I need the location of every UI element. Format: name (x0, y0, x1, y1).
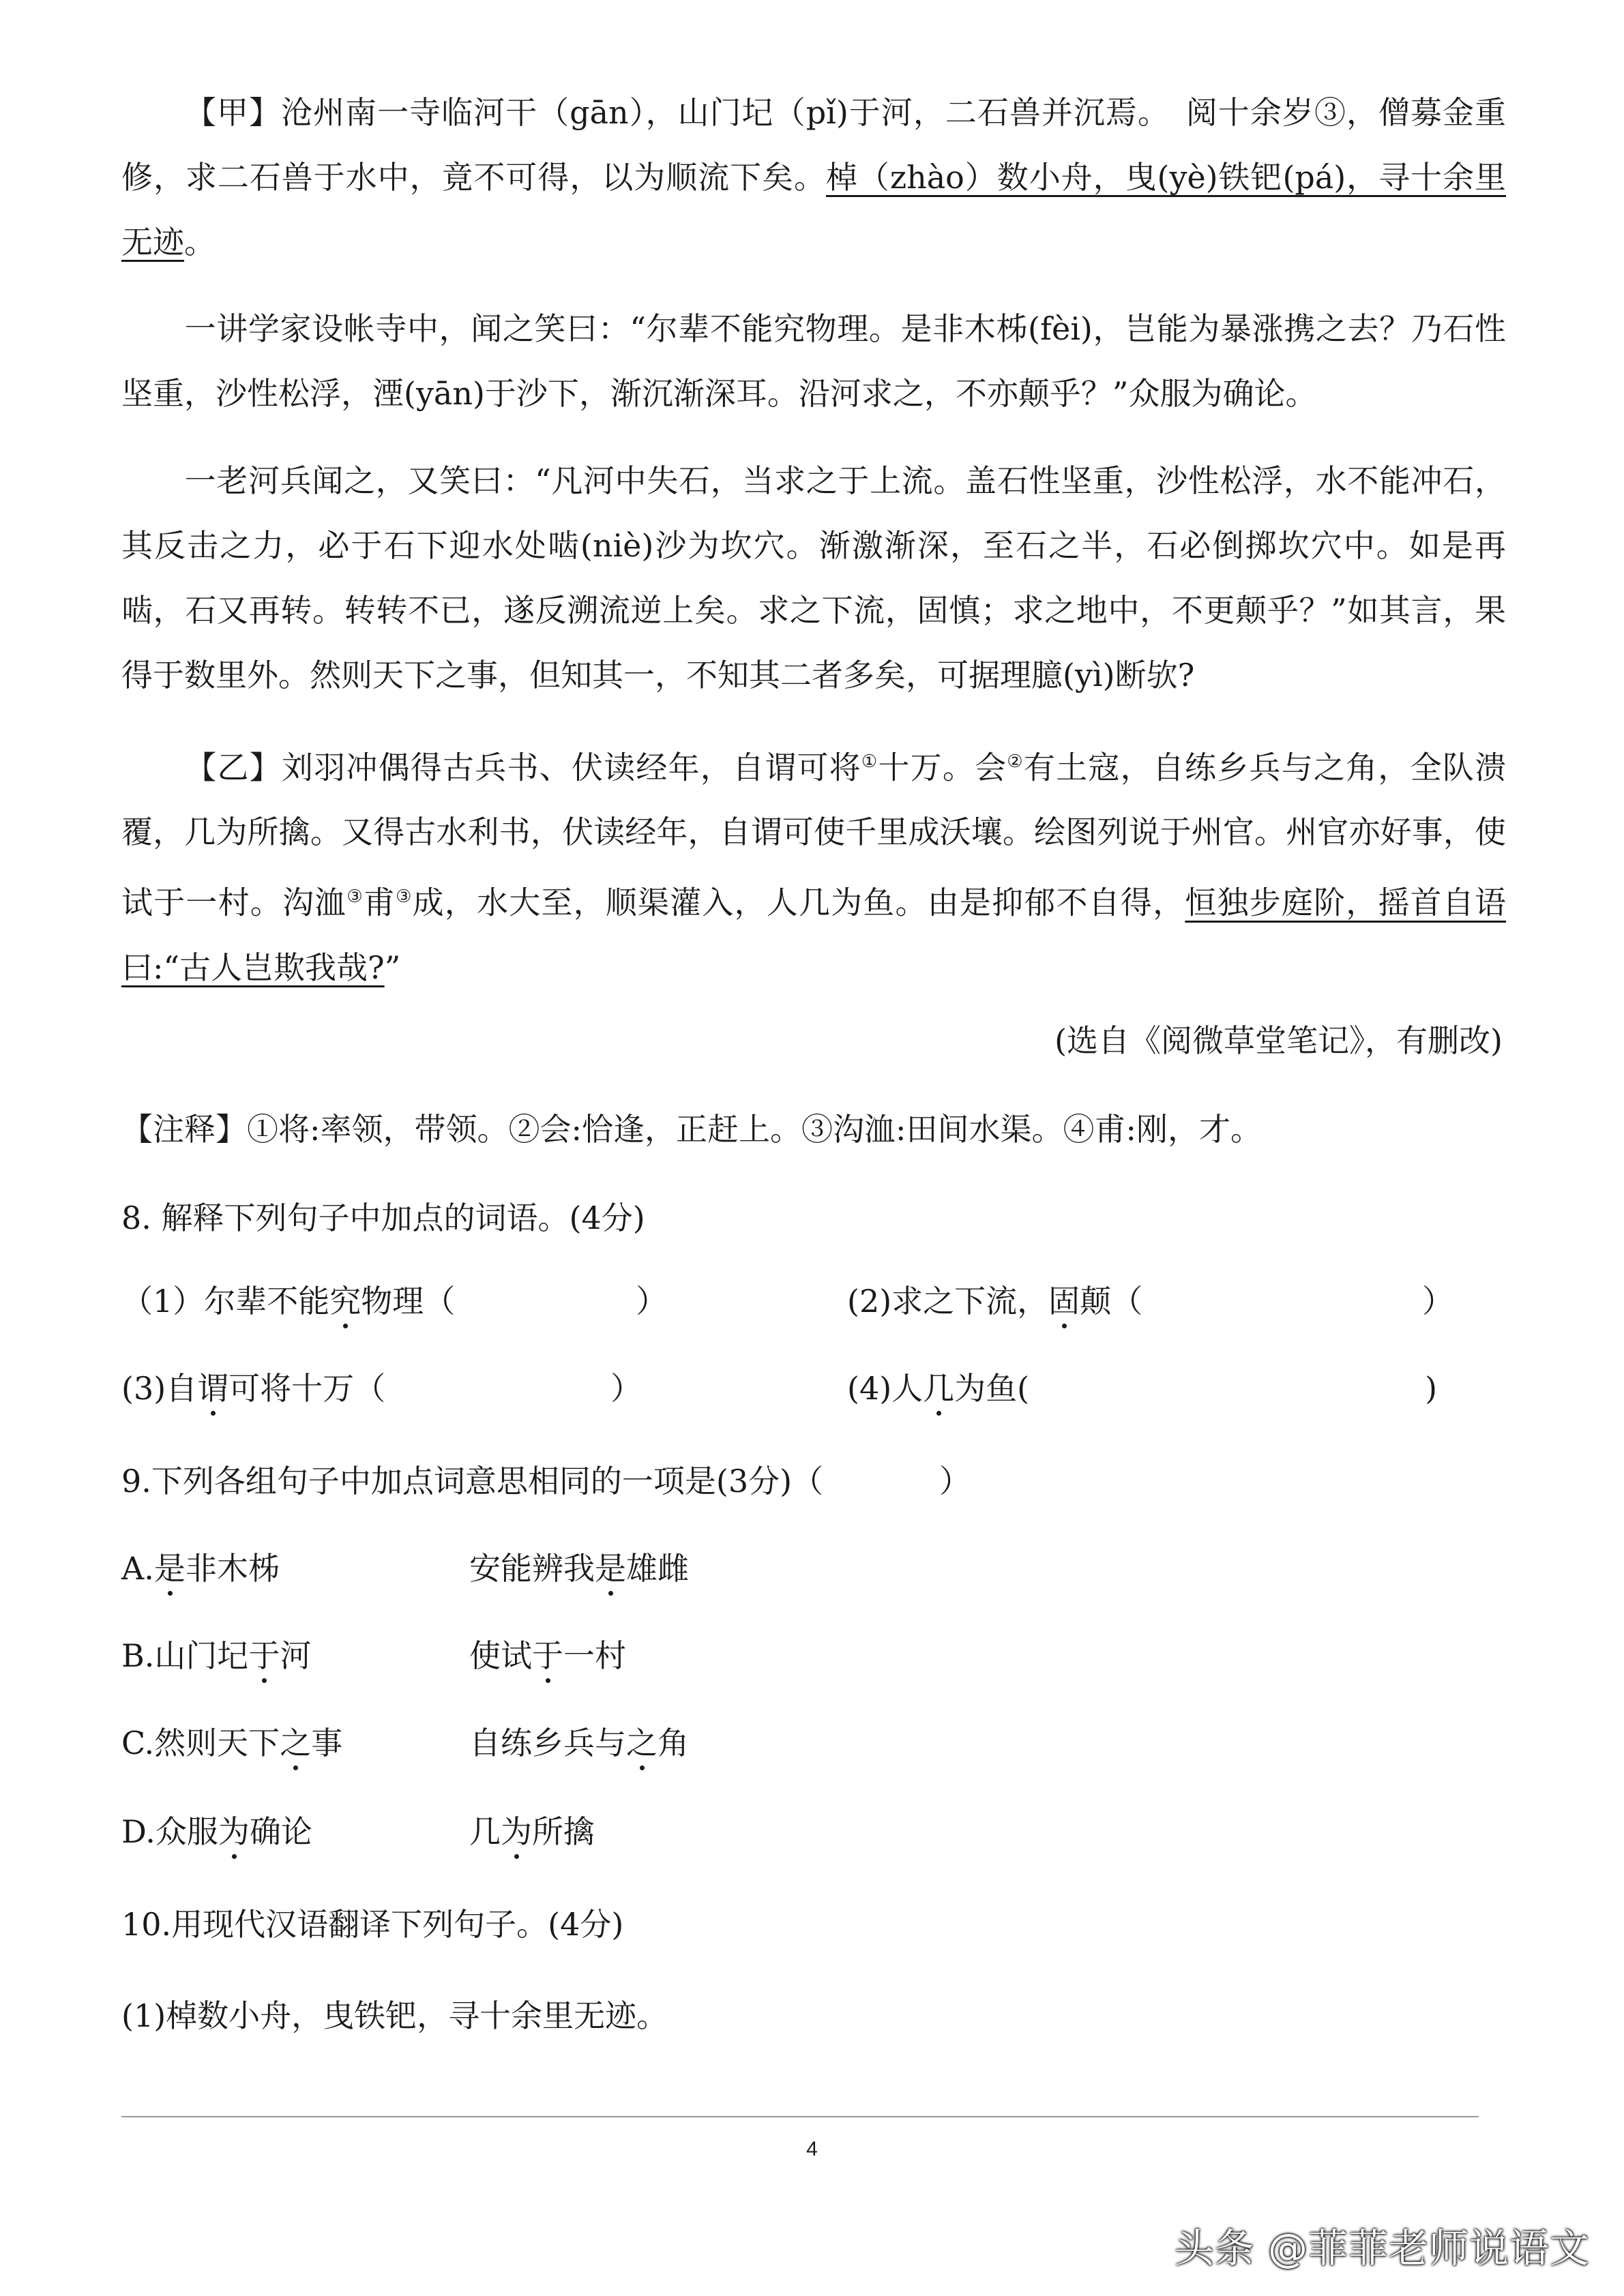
dotted-word: 为 (501, 1811, 532, 1852)
question-9-option-a-compare (469, 1548, 689, 1589)
watermark: 头条 @菲菲老师说语文 (1174, 2225, 1590, 2271)
question-9-option-b (121, 1635, 311, 1676)
question-8-stem: 8. 解释下列句子中加点的词语。(4分) (121, 1199, 645, 1236)
passage-jia-paragraph-1 (121, 80, 1506, 275)
question-8-item-2 (847, 1281, 1453, 1322)
question-8-item-3 (121, 1368, 642, 1409)
question-9-option-c (121, 1723, 342, 1763)
question-8-item-1 (121, 1281, 667, 1322)
question-10-item-1: (1)棹数小舟，曳铁钯，寻十余里无迹。 (121, 1997, 668, 2034)
bracket: ） (1422, 1283, 1454, 1320)
option-text: 几 (469, 1813, 501, 1850)
question-9-stem (121, 1461, 971, 1502)
item-text: (4)人 (847, 1370, 924, 1407)
passage-jia-paragraph-2 (121, 297, 1506, 426)
passage-text: 甫 (363, 884, 396, 921)
dotted-word: 几 (923, 1368, 954, 1409)
underlined-sentence: 棹（zhào）数小舟，曳(yè)铁钯(pá)，寻十余里无迹 (121, 159, 1506, 260)
option-text: D.众服 (121, 1813, 218, 1850)
question-10-stem: 10.用现代汉语翻译下列句子。(4分) (121, 1906, 624, 1943)
item-text: 物理（ (361, 1283, 456, 1320)
passage-text: 十万。会 (878, 749, 1007, 786)
option-text: 确论 (249, 1813, 312, 1850)
question-9-option-b-compare (469, 1635, 626, 1676)
option-text: A. (121, 1550, 154, 1587)
item-text: (3)自 (121, 1370, 198, 1407)
dotted-word: 之 (626, 1723, 658, 1763)
dotted-word: 谓 (197, 1368, 228, 1409)
dotted-word: 是 (595, 1548, 626, 1589)
bracket: ） (939, 1463, 971, 1500)
option-text: 河 (280, 1637, 312, 1674)
option-text: 雄雌 (626, 1550, 689, 1587)
item-text: 颠（ (1080, 1283, 1143, 1320)
option-text: C.然则天下 (121, 1725, 280, 1761)
option-text: 事 (311, 1725, 343, 1761)
punctuation: 。 (184, 224, 216, 260)
dotted-word: 固 (1048, 1281, 1080, 1322)
footnote-marker: ① (861, 751, 879, 772)
item-text: 可将十万（ (228, 1370, 386, 1407)
passage-text: 【乙】刘羽冲偶得古兵书、伏读经年，自谓可将 (184, 749, 861, 786)
question-9-option-c-compare (469, 1723, 689, 1763)
underlined-sentence: 恒独步庭阶，摇首自语曰:“古人岂欺我哉? (121, 884, 1507, 986)
option-text: 所擒 (532, 1813, 595, 1850)
dotted-word: 于 (532, 1635, 563, 1676)
question-text: 9.下列各组句子中加点词意思相同的一项是(3分)（ (121, 1463, 824, 1500)
footnote-marker: ③ (396, 886, 413, 908)
item-text: （1）尔辈不能 (121, 1283, 330, 1320)
question-9-option-d-compare (469, 1811, 595, 1852)
option-text: 自练乡兵与 (469, 1725, 626, 1761)
question-8-item-4 (847, 1368, 1437, 1409)
bracket: ) (1425, 1370, 1438, 1407)
punctuation: ” (384, 949, 401, 986)
option-text: B.山门圮 (121, 1637, 249, 1674)
item-text: (2)求之下流， (847, 1283, 1049, 1320)
notes: 【注释】①将:率领，带领。②会:恰逢，正赶上。③沟洫:田间水渠。④甫:刚，才。 (121, 1111, 1262, 1148)
item-text: 为鱼( (954, 1370, 1030, 1407)
page-number: 4 (806, 2138, 818, 2160)
bracket: ） (636, 1283, 668, 1320)
question-9-option-d (121, 1811, 312, 1852)
passage-jia-paragraph-3 (121, 449, 1506, 708)
passage-text: 一讲学家设帐寺中，闻之笑曰：“尔辈不能究物理。是非木柹(fèi)，岂能为暴涨携之去？乃石性坚重，沙性松浮，湮(yān)于沙下，渐沉渐深耳。沿河求之，不亦颠乎？”众服为确论。 (121, 310, 1506, 412)
footnote-marker: ③ (346, 886, 364, 908)
passage-yi-paragraph (121, 730, 1506, 1000)
option-text: 安能辨我 (469, 1550, 595, 1587)
passage-text: 有土寇，自练乡兵与之角，全队溃覆，几为所擒。又得古水利书，伏读经年，自谓可使千里成沃壤。绘图列说于州官。州官亦好事，使试于一村。沟洫 (121, 749, 1507, 921)
dotted-word: 之 (280, 1723, 311, 1763)
option-text: 使试 (469, 1637, 532, 1674)
passage-text: 一老河兵闻之，又笑曰：“凡河中失石，当求之于上流。盖石性坚重，沙性松浮，水不能冲石，其反击之力，必于石下迎水处啮(niè)沙为坎穴。渐激渐深，至石之半，石必倒掷坎穴中。如是再啮，石又再转。转转不已，遂反溯流逆上矣。求之下流，固慎；求之地中，不更颠乎？”如其言，果得于数里外。然则天下之事，但知其一，不知其二者多矣，可据理臆(yì)断欤? (121, 462, 1506, 694)
footer-divider (121, 2116, 1479, 2117)
dotted-word: 是 (154, 1548, 186, 1589)
passage-text: 【甲】沧州南一寺临河干（gān），山门圮（pǐ)于河，二石兽并沉焉。 阅十余岁③，僧募金重修，求二石兽于水中，竟不可得，以为顺流下矣。 (121, 94, 1506, 196)
dotted-word: 究 (329, 1281, 361, 1322)
option-text: 非木柹 (185, 1550, 280, 1587)
option-text: 角 (658, 1725, 689, 1761)
dotted-word: 为 (218, 1811, 250, 1852)
passage-source: (选自《阅微草堂笔记》，有删改) (1054, 1022, 1503, 1059)
question-9-option-a (121, 1548, 280, 1589)
passage-text: 成，水大至，顺渠灌入，人几为鱼。由是抑郁不自得， (412, 884, 1185, 921)
bracket: ） (610, 1370, 643, 1407)
dotted-word: 于 (248, 1635, 280, 1676)
option-text: 一村 (563, 1637, 626, 1674)
footnote-marker: ② (1007, 751, 1024, 772)
